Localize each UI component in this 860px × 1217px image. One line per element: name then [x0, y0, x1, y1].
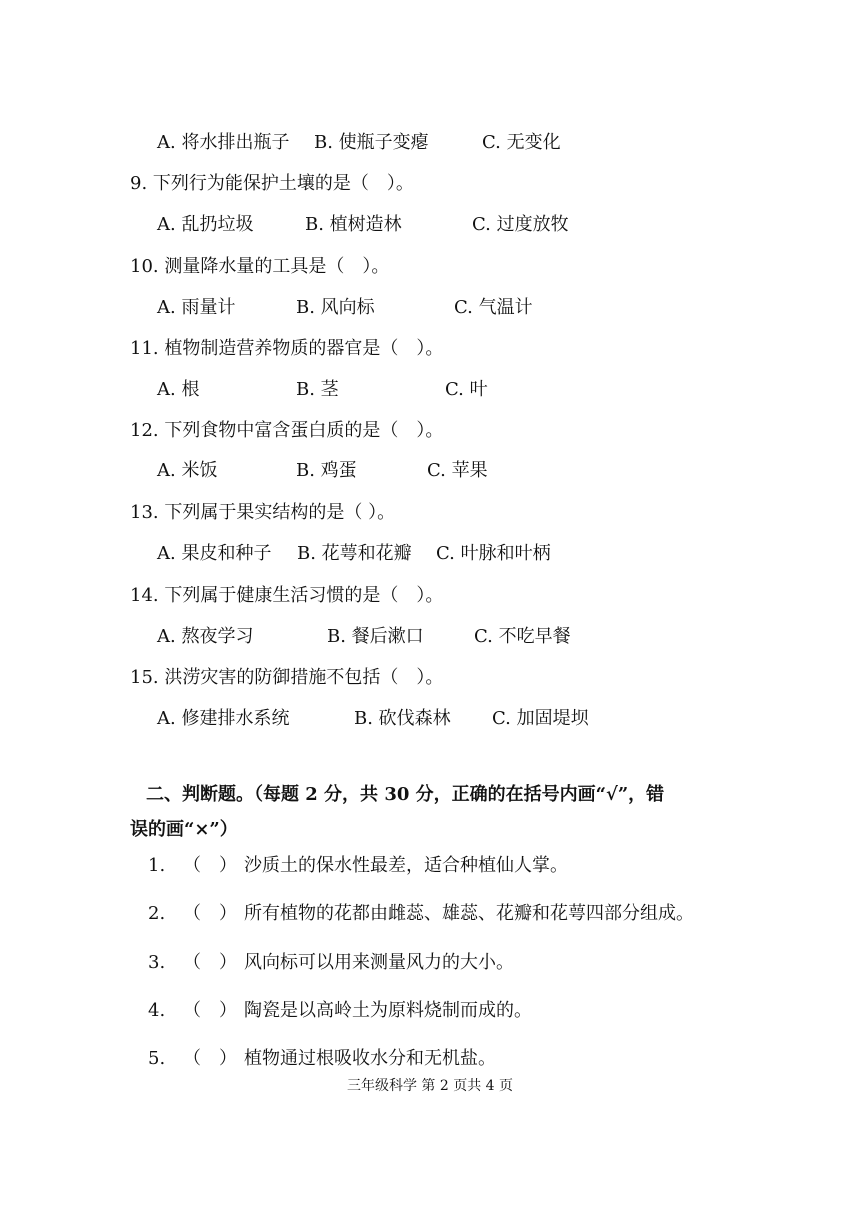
q8-option-c: C. 无变化: [482, 132, 561, 153]
option-b: B. 餐后漱口: [327, 626, 424, 647]
item-number: 2.: [148, 903, 166, 924]
option-a: A. 乱扔垃圾: [157, 214, 254, 235]
option-b: B. 茎: [296, 379, 339, 400]
section-heading-line-1: 二、判断题。（每题 2 分，共 30 分，正确的在括号内画“√”，错: [146, 784, 665, 805]
item-number: 5.: [148, 1048, 166, 1069]
item-number: 4.: [148, 1000, 166, 1021]
item-text: 陶瓷是以高岭土为原料烧制而成的。: [244, 1000, 532, 1021]
question-stem: 10. 测量降水量的工具是（ ）。: [130, 256, 390, 277]
option-c: C. 叶脉和叶柄: [436, 543, 551, 564]
option-c: C. 叶: [445, 379, 488, 400]
question-stem: 12. 下列食物中富含蛋白质的是（ ）。: [130, 420, 444, 441]
q8-option-a: A. 将水排出瓶子: [157, 132, 290, 153]
option-a: A. 修建排水系统: [157, 708, 290, 729]
option-b: B. 砍伐森林: [354, 708, 451, 729]
option-c: C. 过度放牧: [472, 214, 569, 235]
option-b: B. 花萼和花瓣: [297, 543, 412, 564]
section-heading-line-2: 误的画“×”）: [130, 819, 238, 840]
answer-blank[interactable]: （ ）: [183, 855, 237, 876]
option-a: A. 雨量计: [157, 297, 236, 318]
page-footer: 三年级科学 第 2 页共 4 页: [346, 1078, 514, 1094]
item-text: 植物通过根吸收水分和无机盐。: [244, 1048, 496, 1069]
answer-blank[interactable]: （ ）: [183, 1048, 237, 1069]
item-text: 风向标可以用来测量风力的大小。: [244, 952, 514, 973]
question-stem: 11. 植物制造营养物质的器官是（ ）。: [130, 338, 444, 359]
answer-blank[interactable]: （ ）: [183, 952, 237, 973]
item-text: 沙质土的保水性最差，适合种植仙人掌。: [244, 855, 568, 876]
option-b: B. 鸡蛋: [296, 460, 357, 481]
option-a: A. 米饭: [157, 460, 218, 481]
question-stem: 14. 下列属于健康生活习惯的是（ ）。: [130, 585, 444, 606]
q8-option-b: B. 使瓶子变瘪: [314, 132, 429, 153]
question-stem: 9. 下列行为能保护土壤的是（ ）。: [130, 173, 414, 194]
item-text: 所有植物的花都由雌蕊、雄蕊、花瓣和花萼四部分组成。: [244, 903, 694, 924]
question-stem: 15. 洪涝灾害的防御措施不包括（ ）。: [130, 667, 444, 688]
item-number: 1.: [148, 855, 166, 876]
option-a: A. 果皮和种子: [157, 543, 272, 564]
option-a: A. 根: [157, 379, 200, 400]
option-c: C. 气温计: [454, 297, 533, 318]
option-c: C. 不吃早餐: [474, 626, 571, 647]
item-number: 3.: [148, 952, 166, 973]
option-b: B. 风向标: [296, 297, 375, 318]
answer-blank[interactable]: （ ）: [183, 1000, 237, 1021]
option-a: A. 熬夜学习: [157, 626, 254, 647]
option-c: C. 加固堤坝: [492, 708, 589, 729]
option-b: B. 植树造林: [305, 214, 402, 235]
question-stem: 13. 下列属于果实结构的是（ ）。: [130, 502, 396, 523]
option-c: C. 苹果: [427, 460, 488, 481]
answer-blank[interactable]: （ ）: [183, 903, 237, 924]
